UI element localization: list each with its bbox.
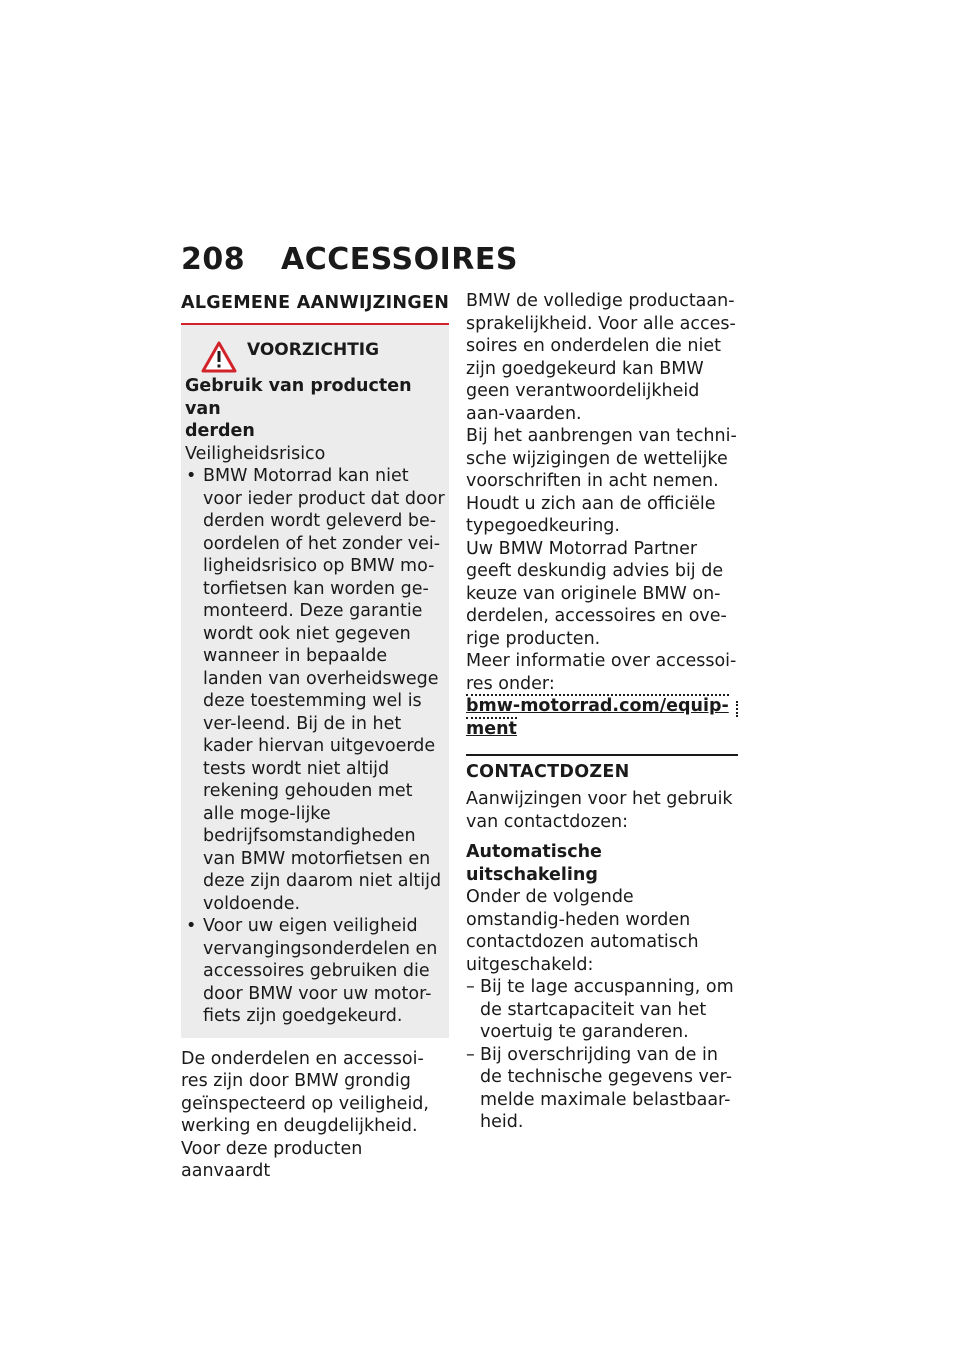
sockets-subheading: Automatische uitschakeling [466,842,602,885]
body-text-right-3: Uw BMW Motorrad Partner geeft deskundig advies bij de keuze van originele BMW on-derdelen, accessoires en ove-rige producten. [466,538,727,649]
warning-label: VOORZICHTIG [247,340,380,360]
body-text-right-1: BMW de volledige productaan-sprakelijkheid. Voor alle acces-soires en onderdelen die niet zijn goedgekeurd kan BMW geen verantwoordelijkheid aan-vaarden. [466,291,736,424]
warning-header [201,339,445,375]
warning-box [181,325,449,1038]
right-column [466,290,738,1134]
sockets-dash-list [466,976,738,1134]
sockets-description: Onder de volgende omstandig-heden worden contactdozen automatisch uitgeschakeld: [466,887,699,975]
warning-triangle-icon [201,341,237,373]
body-text-left: De onderdelen en accessoi-res zijn door BMW grondig geïnspecteerd op veiligheid, werking en deugdelijkheid. Voor deze producten aanvaardt [181,1048,429,1181]
accessories-link[interactable]: bmw-motorrad.com/equip-ment [466,696,729,739]
warning-heading-line1: Gebruik van producten van [185,376,412,419]
section-divider-black [466,754,738,756]
sockets-intro: Aanwijzingen voor het gebruik van contactdozen: [466,789,733,832]
warning-subheading: Veiligheidsrisico [185,443,326,464]
link-box [466,695,738,740]
list-item: • Voor uw eigen veiligheid vervangingsonderdelen en accessoires gebruiken die door BMW voor uw motor-fiets zijn goedgekeurd. [185,915,445,1028]
more-info-text: Meer informatie over accessoi-res onder: [466,651,737,694]
warning-heading-line2: derden [185,421,255,441]
list-item: – Bij overschrijding van de in de technische gegevens ver-melde maximale belastbaar-heid. [466,1044,738,1134]
page-header [181,242,518,277]
body-text-right-2: Bij het aanbrengen van techni-sche wijzigingen de wettelijke voorschriften in acht nemen. Houdt u zich aan de officiële typegoedkeuring. [466,426,737,536]
warning-bullet-list [185,465,445,1028]
section-title-general: ALGEMENE AANWIJZINGEN [181,293,450,313]
page-number: 208 [181,242,246,277]
section-title-sockets: CONTACTDOZEN [466,762,630,782]
list-item: • BMW Motorrad kan niet voor ieder product dat door derden wordt geleverd be-oordelen of het zonder vei-ligheidsrisico op BMW mo-torfietsen kan worden ge-monteerd. Deze garantie wordt ook niet gegeven wanneer in bepaalde landen van overheidswege deze toestemming wel is ver-leend. Bij de in het kader hiervan uitgevoerde tests wordt niet altijd rekening gehouden met alle moge-lijke bedrijfsomstandigheden van BMW motorfietsen en deze zijn daarom niet altijd voldoende. [185,465,445,915]
chapter-title: ACCESSOIRES [281,242,518,277]
left-column [181,293,449,1183]
list-item: – Bij te lage accuspanning, om de startcapaciteit van het voertuig te garanderen. [466,976,738,1044]
